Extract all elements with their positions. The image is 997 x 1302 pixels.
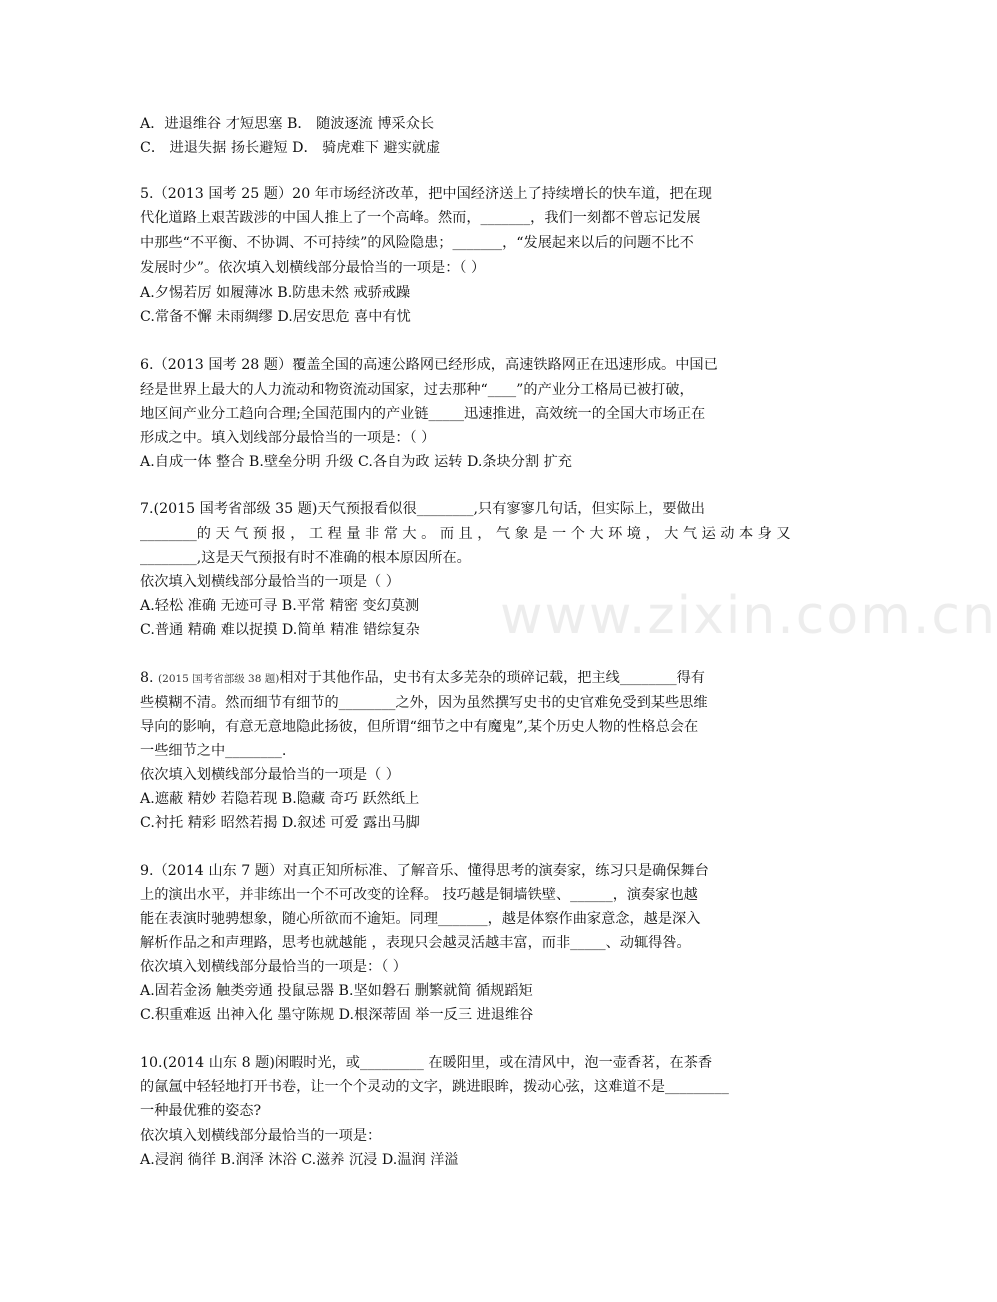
q5-option-line-1: A.夕惕若厉 如履薄冰 B.防患未然 戒骄戒躁 [140,285,411,301]
q7-stem-line-3: ________,这是天气预报有时不准确的根本原因所在。 [140,550,471,566]
q7-stem-line-4: 依次填入划横线部分最恰当的一项是（ ） [140,574,400,590]
q8-source: (2015 国考省部级 38 题) [158,673,280,685]
q6-stem-line-2: 经是世界上最大的人力流动和物资流动国家，过去那种“____”的产业分工格局已被打破， [140,382,694,398]
q8-option-line-1: A.遮蔽 精妙 若隐若现 B.隐藏 奇巧 跃然纸上 [140,791,420,807]
q7-option-line-2: C.普通 精确 难以捉摸 D.简单 精准 错综复杂 [140,622,420,638]
q5-stem-line-2: 代化道路上艰苦跋涉的中国人推上了一个高峰。然而，_______，我们一刻都不曾忘记发展 [140,210,701,226]
q5-stem-line-3: 中那些“不平衡、不协调、不可持续”的风险隐患；_______，“发展起来以后的问题不比不 [140,235,694,251]
q7-stem-line-2: ________的 天 气 预 报 ， 工 程 量 非 常 大 。 而 且 ， 气 象 是 一 个 大 环 境 ， 大 气 运 动 本 身 又 [140,526,791,542]
q8-stem-text: 相对于其他作品，史书有太多芜杂的琐碎记载，把主线________得有 [279,670,705,686]
watermark: www.zixin.com.cn [500,586,997,646]
q6-stem-line-3: 地区间产业分工趋向合理;全国范围内的产业链_____迅速推进，高效统一的全国大市场正在 [140,406,706,422]
q6-stem-line-4: 形成之中。填入划线部分最恰当的一项是：（ ） [140,430,436,446]
q8-number: 8. [140,670,159,686]
q7-stem-line-1: 7.(2015 国考省部级 35 题)天气预报看似很________,只有寥寥几句话，但实际上，要做出 [140,501,705,517]
q5-stem-line-1: 5.（2013 国考 25 题）20 年市场经济改革，把中国经济送上了持续增长的快车道，把在现 [140,186,712,202]
q8-option-line-2: C.衬托 精彩 昭然若揭 D.叙述 可爱 露出马脚 [140,815,420,831]
q10-option-line-1: A.浸润 徜徉 B.润泽 沐浴 C.滋养 沉浸 D.温润 洋溢 [140,1152,459,1168]
q10-stem-line-4: 依次填入划横线部分最恰当的一项是： [140,1128,382,1144]
q9-stem-line-4: 解析作品之和声理路，思考也就越能 ，表现只会越灵活越丰富，而非_____、动辄得咎。 [140,935,691,951]
q8-stem-line-2: 些模糊不清。然而细节有细节的________之外，因为虽然撰写史书的史官难免受到某些思维 [140,695,708,711]
q8-stem-line-3: 导向的影响，有意无意地隐此扬彼，但所谓“细节之中有魔鬼”,某个历史人物的性格总会在 [140,719,699,735]
q9-option-line-1: A.固若金汤 触类旁通 投鼠忌器 B.坚如磐石 删繁就简 循规蹈矩 [140,983,533,999]
q4-option-line-2: C． 进退失据 扬长避短 D． 骑虎难下 避实就虚 [140,140,441,156]
q4-option-line-1: A．进退维谷 才短思塞 B． 随波逐流 博采众长 [140,116,435,132]
q9-stem-line-2: 上的演出水平，并非练出一个不可改变的诠释。 技巧越是铜墙铁壁、______，演奏家也越 [140,887,698,903]
q7-option-line-1: A.轻松 准确 无迹可寻 B.平常 精密 变幻莫测 [140,598,420,614]
q8-stem-line-1 [140,668,705,689]
q8-stem-line-4: 一些细节之中________. [140,743,287,759]
q8-stem-line-5: 依次填入划横线部分最恰当的一项是（ ） [140,767,400,783]
q6-stem-line-1: 6.（2013 国考 28 题）覆盖全国的高速公路网已经形成，高速铁路网正在迅速形成。中国已 [140,357,718,373]
q6-option-line-1: A.自成一体 整合 B.壁垒分明 升级 C.各自为政 运转 D.条块分割 扩充 [140,454,572,470]
q9-stem-line-3: 能在表演时驰骋想象，随心所欲而不逾矩。同理_______，越是体察作曲家意念，越是深入 [140,911,701,927]
q9-stem-line-5: 依次填入划横线部分最恰当的一项是：（ ） [140,959,407,975]
q10-stem-line-3: 一种最优雅的姿态? [140,1103,262,1119]
q9-stem-line-1: 9.（2014 山东 7 题）对真正知所标准、了解音乐、懂得思考的演奏家，练习只是确保舞台 [140,863,709,879]
q5-option-line-2: C.常备不懈 未雨绸缪 D.居安思危 喜中有忧 [140,309,411,325]
q5-stem-line-4: 发展时少”。依次填入划横线部分最恰当的一项是：（ ） [140,260,486,276]
q10-stem-line-2: 的氤氲中轻轻地打开书卷，让一个个灵动的文字，跳进眼眸，拨动心弦，这难道不是_________ [140,1079,729,1095]
q10-stem-line-1: 10.(2014 山东 8 题)闲暇时光，或_________ 在暖阳里，或在清风中，泡一壶香茗，在茶香 [140,1055,713,1071]
q9-option-line-2: C.积重难返 出神入化 墨守陈规 D.根深蒂固 举一反三 进退维谷 [140,1007,534,1023]
